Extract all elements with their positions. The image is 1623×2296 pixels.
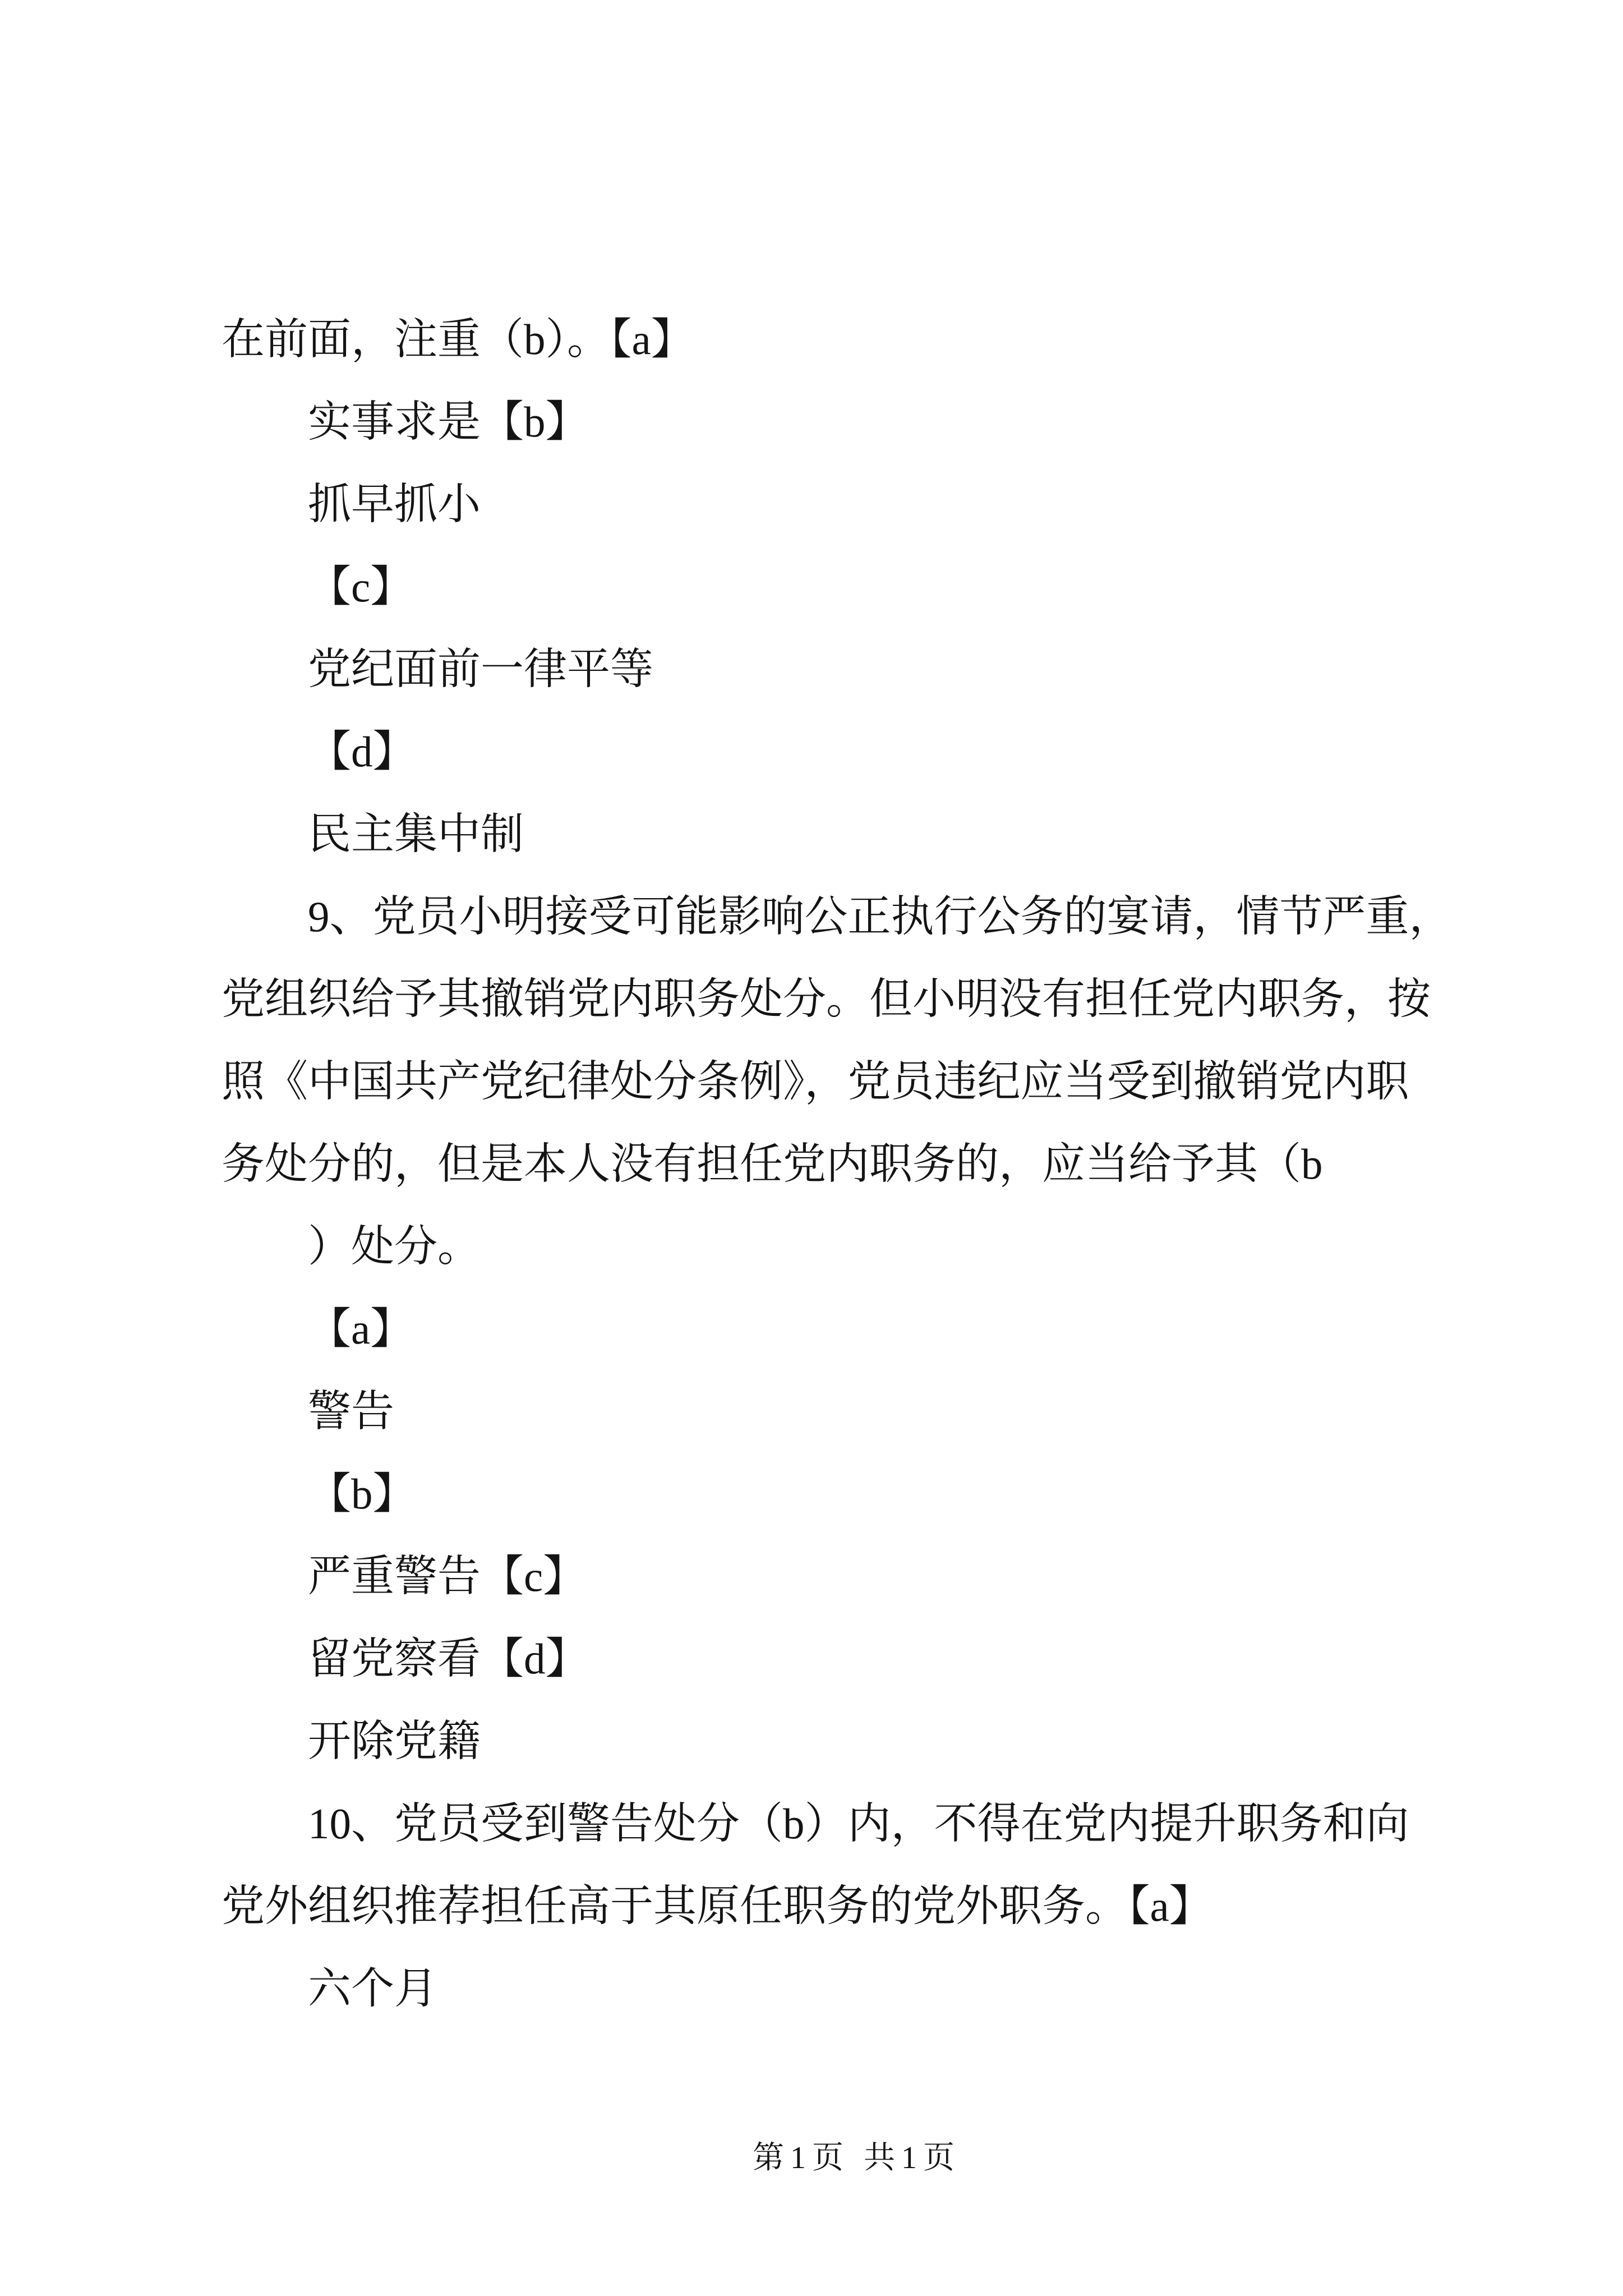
text-line: 【a】 bbox=[308, 1305, 414, 1353]
text-line: 【b】 bbox=[308, 1470, 416, 1518]
text-line: 9、党员小明接受可能影响公正执行公务的宴请，情节严重， bbox=[308, 892, 1453, 941]
text-line: 【d】 bbox=[308, 728, 416, 776]
text-line: 务处分的，但是本人没有担任党内职务的，应当给予其（b bbox=[222, 1140, 1323, 1188]
text-line: 实事求是【b】 bbox=[308, 398, 589, 446]
text-line: 留党察看【d】 bbox=[308, 1635, 589, 1683]
text-line: 在前面，注重（b）。【a】 bbox=[222, 315, 694, 364]
text-line: ）处分。 bbox=[308, 1222, 481, 1271]
text-line: 开除党籍 bbox=[308, 1717, 481, 1765]
text-line: 党外组织推荐担任高于其原任职务的党外职务。【a】 bbox=[222, 1882, 1212, 1930]
text-line: 严重警告【c】 bbox=[308, 1552, 587, 1600]
text-line: 党纪面前一律平等 bbox=[308, 645, 653, 693]
text-line: 党组织给予其撤销党内职务处分。但小明没有担任党内职务，按 bbox=[222, 975, 1431, 1023]
text-line: 警告 bbox=[308, 1387, 394, 1435]
text-line: 照《中国共产党纪律处分条例》，党员违纪应当受到撤销党内职 bbox=[222, 1057, 1409, 1106]
text-line: 【c】 bbox=[308, 563, 414, 611]
document-body bbox=[222, 298, 1483, 2030]
page-footer: 第1页 共1页 bbox=[753, 2141, 961, 2175]
text-line: 民主集中制 bbox=[308, 810, 524, 858]
text-line: 抓早抓小 bbox=[308, 480, 481, 528]
text-line: 10、党员受到警告处分（b）内，不得在党内提升职务和向 bbox=[308, 1800, 1409, 1848]
text-line: 六个月 bbox=[308, 1964, 437, 2013]
